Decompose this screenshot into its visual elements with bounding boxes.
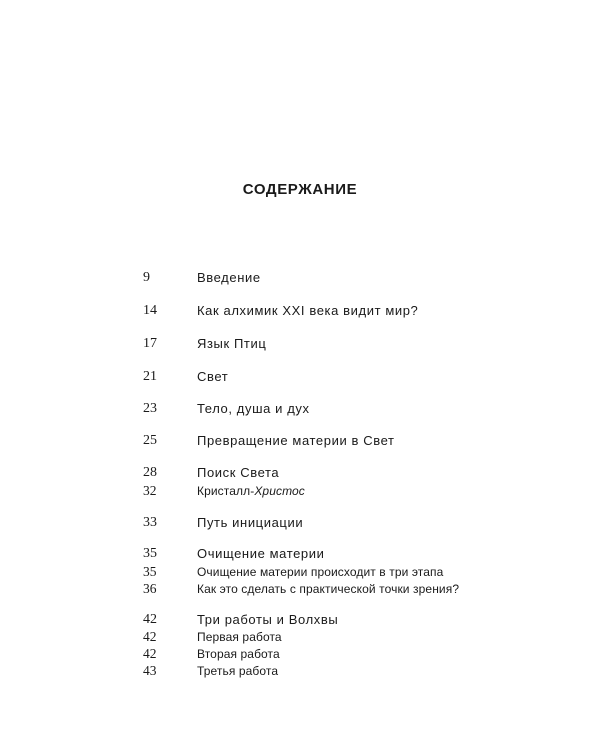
toc-subentry[interactable] <box>0 482 600 500</box>
toc-entry-title-part: Кристалл- <box>197 484 255 498</box>
toc-entry-title: Свет <box>197 369 229 384</box>
toc-entry-title <box>197 482 305 500</box>
toc-page-number: 28 <box>143 465 157 480</box>
toc-page-number: 21 <box>143 369 157 384</box>
toc-entry-title: Вторая работа <box>197 647 280 661</box>
toc-subentry[interactable] <box>0 662 600 680</box>
toc-entry-title: Поиск Света <box>197 465 280 480</box>
toc-page-number: 14 <box>143 303 157 318</box>
toc-entry-title: Введение <box>197 270 261 285</box>
toc-page-number: 9 <box>143 270 150 285</box>
toc-entry[interactable] <box>0 368 600 386</box>
toc-page-number: 43 <box>143 663 157 678</box>
toc-page-number: 42 <box>143 646 157 661</box>
toc-entry-title: Третья работа <box>197 664 279 678</box>
toc-page-number: 17 <box>143 336 157 351</box>
toc-subentry[interactable] <box>0 645 600 663</box>
toc-entry-title: Превращение материи в Свет <box>197 433 395 448</box>
toc-page-number: 25 <box>143 433 157 448</box>
toc-page-number: 35 <box>143 546 157 561</box>
toc-entry-title-italic: Христос <box>254 484 305 498</box>
page-title: СОДЕРЖАНИЕ <box>242 181 358 198</box>
toc-entry[interactable] <box>0 514 600 532</box>
toc-entry-title: Язык Птиц <box>197 336 267 351</box>
toc-page-number: 35 <box>143 564 157 579</box>
toc-entry-title: Как алхимик XXI века видит мир? <box>197 303 419 318</box>
toc-subentry[interactable] <box>0 580 600 598</box>
toc-page-number: 42 <box>143 612 157 627</box>
toc-entry[interactable] <box>0 545 600 563</box>
toc-entry[interactable] <box>0 611 600 629</box>
toc-page-number: 23 <box>143 401 157 416</box>
toc-entry-title: Очищение материи <box>197 546 325 561</box>
toc-entry-title: Путь инициации <box>197 515 304 530</box>
toc-page-number: 33 <box>143 515 157 530</box>
toc-entry[interactable] <box>0 269 600 287</box>
toc-page-number: 42 <box>143 629 157 644</box>
toc-entry[interactable] <box>0 335 600 353</box>
toc-entry[interactable] <box>0 464 600 482</box>
toc-entry-title: Тело, душа и дух <box>197 401 310 416</box>
toc-entry-title: Очищение материи происходит в три этапа <box>197 565 444 579</box>
toc-page-number: 36 <box>143 581 157 596</box>
toc-entry[interactable] <box>0 302 600 320</box>
toc-page-number: 32 <box>143 483 157 498</box>
toc-entry-title: Как это сделать с практической точки зрения? <box>197 582 460 596</box>
toc-entry[interactable] <box>0 400 600 418</box>
toc-entry-title: Три работы и Волхвы <box>197 612 339 627</box>
toc-subentry[interactable] <box>0 563 600 581</box>
toc-subentry[interactable] <box>0 628 600 646</box>
toc-entry[interactable] <box>0 432 600 450</box>
toc-entry-title: Первая работа <box>197 630 282 644</box>
